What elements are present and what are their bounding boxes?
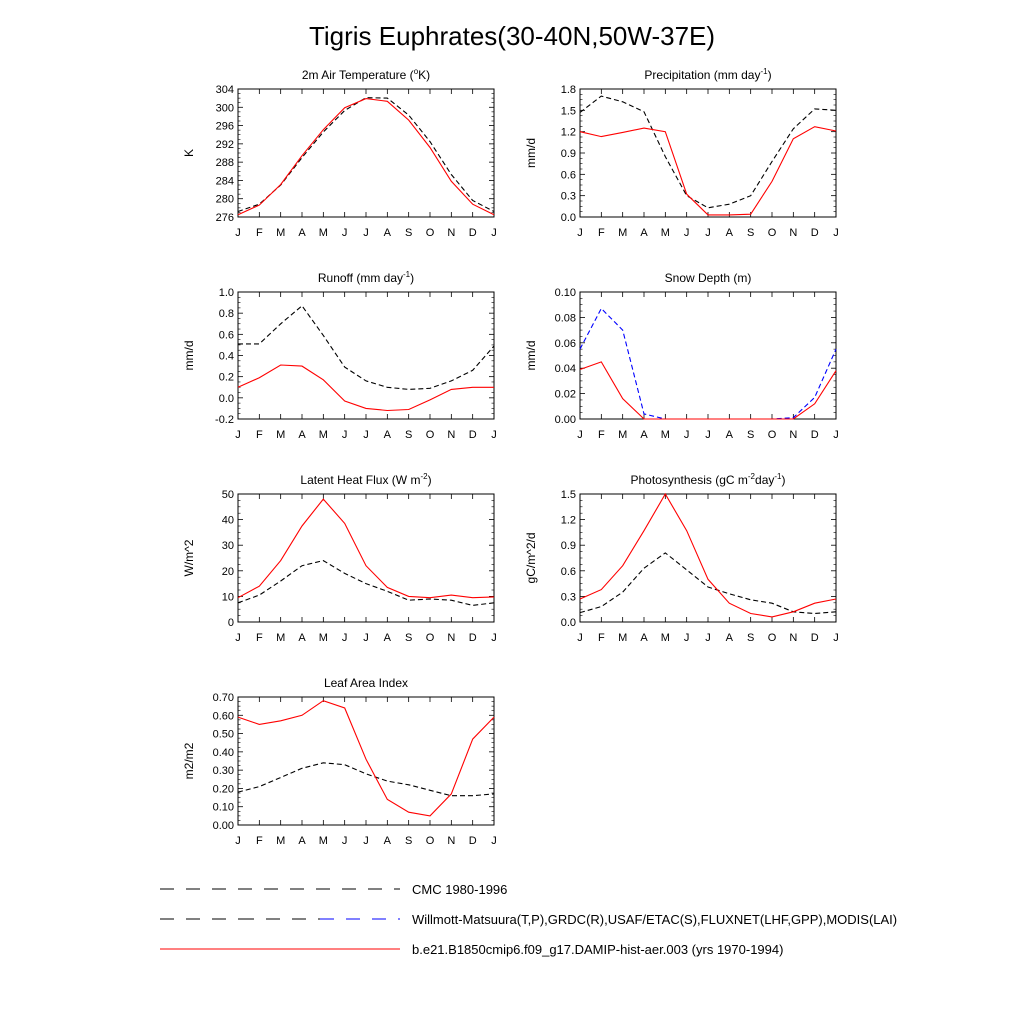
- series-line-obs: [238, 98, 494, 212]
- plot-frame: [238, 89, 494, 217]
- panel-title: [324, 676, 408, 690]
- y-tick-label: 0.3: [560, 591, 576, 604]
- x-tick-label: S: [746, 227, 755, 239]
- x-tick-label: M: [318, 835, 328, 847]
- x-tick-label: M: [660, 429, 670, 441]
- x-tick-label: D: [810, 429, 819, 441]
- x-tick-label: J: [705, 429, 711, 441]
- y-tick-label: 276: [215, 212, 234, 224]
- y-tick-label: 0.60: [212, 710, 234, 723]
- panel-title-part: Latent Heat Flux (W m: [300, 473, 421, 487]
- panel-title-part: Leaf Area Index: [323, 676, 409, 690]
- y-tick-label: 0.02: [554, 388, 576, 401]
- x-tick-label: N: [789, 227, 798, 239]
- y-tick-label: 0.40: [212, 746, 234, 759]
- plot-frame: [238, 292, 494, 419]
- x-tick-label: F: [597, 429, 605, 441]
- y-axis-label: gC/m^2/d: [524, 532, 538, 584]
- y-axis-label: mm/d: [182, 340, 196, 371]
- x-tick-label: M: [660, 227, 670, 239]
- x-tick-label: O: [767, 632, 777, 644]
- series-line-obs: [580, 553, 836, 614]
- x-tick-label: J: [577, 632, 583, 644]
- y-tick-label: 1.2: [560, 126, 576, 139]
- x-tick-label: M: [318, 632, 328, 644]
- series-line-obs: [580, 96, 836, 208]
- y-tick-label: 0.08: [554, 312, 576, 325]
- y-tick-label: 0.50: [212, 728, 234, 741]
- y-tick-label: 288: [215, 157, 234, 170]
- x-tick-label: J: [683, 227, 690, 239]
- panel-title-part: -1: [760, 67, 768, 76]
- y-tick-label: 292: [215, 138, 234, 151]
- legend-entry-3: [160, 942, 783, 957]
- x-tick-label: M: [276, 227, 286, 239]
- x-tick-label: O: [767, 227, 777, 239]
- x-tick-label: O: [425, 429, 435, 441]
- panel-title-part: ): [781, 473, 786, 487]
- x-tick-label: A: [383, 227, 392, 239]
- y-tick-label: 280: [215, 193, 234, 206]
- x-tick-label: A: [725, 227, 734, 239]
- legend-label: Willmott-Matsuura(T,P),GRDC(R),USAF/ETAC(S),FLUXNET(LHF,GPP),MODIS(LAI): [412, 912, 898, 927]
- x-tick-label: S: [404, 227, 413, 239]
- x-tick-label: A: [640, 429, 648, 441]
- chart-panel-7: [182, 676, 497, 847]
- panel-title: [665, 271, 752, 285]
- x-tick-label: J: [341, 632, 348, 644]
- figure-title: Tigris Euphrates(30-40N,50W-37E): [308, 21, 716, 51]
- x-tick-label: J: [341, 835, 348, 847]
- panel-title-part: ): [410, 271, 415, 285]
- legend: [160, 882, 897, 957]
- x-tick-label: J: [833, 429, 839, 441]
- y-tick-label: 296: [215, 120, 234, 133]
- x-tick-label: A: [383, 835, 392, 847]
- x-tick-label: F: [255, 835, 263, 847]
- panel-title-part: ): [767, 68, 772, 82]
- y-tick-label: 0.10: [212, 801, 234, 814]
- x-tick-label: M: [276, 429, 286, 441]
- y-tick-label: 284: [215, 175, 234, 188]
- x-tick-label: D: [468, 835, 477, 847]
- y-tick-label: 0.04: [554, 363, 576, 376]
- x-tick-label: A: [383, 429, 392, 441]
- x-tick-label: A: [383, 632, 392, 644]
- x-tick-label: A: [725, 429, 734, 441]
- y-tick-label: 1.5: [560, 105, 576, 118]
- x-tick-label: F: [255, 429, 263, 441]
- y-tick-label: 0.20: [212, 783, 234, 796]
- x-tick-label: A: [298, 227, 306, 239]
- series-line-model: [580, 494, 836, 617]
- y-tick-label: 0.8: [218, 308, 234, 321]
- x-tick-label: M: [276, 835, 286, 847]
- x-tick-label: J: [577, 227, 583, 239]
- y-tick-label: 0: [227, 617, 234, 629]
- y-tick-label: 0.0: [560, 212, 576, 224]
- series-line-obs: [580, 309, 836, 420]
- x-tick-label: S: [404, 835, 413, 847]
- panel-title: [302, 67, 430, 82]
- y-axis-label: m2/m2: [182, 742, 196, 780]
- series-line-obs: [238, 306, 494, 390]
- x-tick-label: F: [597, 227, 605, 239]
- x-tick-label: M: [618, 227, 628, 239]
- y-tick-label: 0.0: [560, 617, 576, 629]
- y-tick-label: 1.2: [560, 514, 576, 527]
- x-tick-label: O: [767, 429, 777, 441]
- y-tick-label: 1.5: [560, 489, 576, 501]
- y-tick-label: 0.6: [560, 169, 576, 182]
- x-tick-label: N: [447, 632, 456, 644]
- series-line-model: [238, 365, 494, 411]
- x-tick-label: J: [491, 227, 497, 239]
- chart-panel-4: [524, 271, 839, 441]
- x-tick-label: J: [491, 429, 497, 441]
- x-tick-label: O: [425, 835, 435, 847]
- x-tick-label: O: [425, 227, 435, 239]
- panel-title: [318, 270, 414, 285]
- x-tick-label: O: [425, 632, 435, 644]
- x-tick-label: A: [640, 632, 648, 644]
- panel-title: [631, 472, 786, 487]
- x-tick-label: D: [468, 227, 477, 239]
- x-tick-label: J: [705, 632, 711, 644]
- y-axis-label: mm/d: [524, 340, 538, 371]
- x-tick-label: M: [276, 632, 286, 644]
- y-tick-label: 0.70: [212, 692, 234, 704]
- y-tick-label: 0.4: [218, 350, 234, 363]
- y-tick-label: 0.6: [560, 565, 576, 578]
- y-tick-label: 50: [221, 489, 234, 501]
- x-tick-label: D: [810, 632, 819, 644]
- x-tick-label: S: [404, 429, 413, 441]
- panel-title-part: Snow Depth (m): [664, 271, 752, 285]
- series-line-model: [580, 362, 836, 419]
- chart-panel-1: [182, 67, 497, 239]
- plot-frame: [580, 292, 836, 419]
- series-line-model: [580, 127, 836, 215]
- x-tick-label: J: [683, 429, 690, 441]
- panel-title-part: Runoff (mm day: [317, 271, 404, 285]
- panel-title: [644, 67, 771, 82]
- y-tick-label: 0.9: [560, 148, 576, 160]
- x-tick-label: A: [640, 227, 648, 239]
- x-tick-label: D: [810, 227, 819, 239]
- x-tick-label: F: [597, 632, 605, 644]
- y-tick-label: 304: [215, 84, 234, 96]
- legend-entry-2: [160, 912, 897, 927]
- legend-entry-1: [160, 882, 507, 897]
- x-tick-label: J: [363, 429, 369, 441]
- panel-title: [300, 472, 431, 487]
- x-tick-label: J: [235, 632, 241, 644]
- panel-title-part: -1: [403, 270, 411, 279]
- y-tick-label: 300: [215, 102, 234, 115]
- y-tick-label: 0.06: [554, 337, 576, 350]
- x-tick-label: M: [618, 632, 628, 644]
- x-tick-label: J: [833, 227, 839, 239]
- chart-panel-6: [524, 472, 839, 644]
- panel-title-part: -2: [420, 472, 428, 481]
- y-tick-label: 0.9: [560, 540, 576, 553]
- x-tick-label: J: [363, 835, 369, 847]
- chart-panel-5: [182, 472, 497, 644]
- y-tick-label: 0.00: [212, 820, 234, 832]
- y-tick-label: 1.8: [560, 84, 576, 96]
- panel-title-part: K): [418, 68, 431, 82]
- x-tick-label: S: [404, 632, 413, 644]
- x-tick-label: J: [363, 632, 369, 644]
- panel-title-part: -1: [774, 472, 782, 481]
- plot-frame: [580, 494, 836, 622]
- y-tick-label: 40: [221, 514, 234, 527]
- x-tick-label: M: [318, 429, 328, 441]
- y-tick-label: 0.2: [218, 371, 234, 384]
- y-axis-label: mm/d: [524, 138, 538, 168]
- panel-title-part: 2m Air Temperature (: [301, 68, 414, 82]
- y-tick-label: 0.3: [560, 190, 576, 203]
- y-tick-label: -0.2: [215, 414, 234, 426]
- x-tick-label: A: [298, 835, 306, 847]
- x-tick-label: S: [746, 632, 755, 644]
- chart-panel-3: [182, 270, 497, 441]
- x-tick-label: A: [298, 429, 306, 441]
- x-tick-label: J: [705, 227, 711, 239]
- x-tick-label: M: [660, 632, 670, 644]
- x-tick-label: J: [341, 227, 348, 239]
- x-tick-label: J: [491, 835, 497, 847]
- x-tick-label: F: [255, 227, 263, 239]
- y-tick-label: 0.6: [218, 329, 234, 342]
- series-line-model: [238, 499, 494, 598]
- y-tick-label: 0.0: [218, 392, 234, 405]
- chart-panel-2: [524, 67, 839, 239]
- panel-title-part: o: [413, 67, 419, 76]
- plot-frame: [238, 494, 494, 622]
- x-tick-label: J: [683, 632, 690, 644]
- chart-panels: [182, 67, 839, 847]
- y-tick-label: 10: [221, 591, 234, 604]
- x-tick-label: J: [341, 429, 348, 441]
- x-tick-label: J: [363, 227, 369, 239]
- series-line-model: [238, 99, 494, 215]
- y-axis-label: K: [182, 148, 196, 158]
- x-tick-label: F: [255, 632, 263, 644]
- x-tick-label: A: [725, 632, 734, 644]
- series-line-obs: [238, 763, 494, 796]
- x-tick-label: N: [447, 227, 456, 239]
- y-tick-label: 30: [221, 540, 234, 553]
- panel-title-part: Photosynthesis (gC m: [630, 473, 748, 487]
- x-tick-label: J: [235, 227, 241, 239]
- series-line-obs: [238, 561, 494, 606]
- x-tick-label: M: [618, 429, 628, 441]
- panel-title-part: ): [427, 473, 432, 487]
- x-tick-label: J: [235, 429, 241, 441]
- panel-title-part: -2: [747, 472, 756, 481]
- x-tick-label: N: [789, 632, 798, 644]
- x-tick-label: J: [491, 632, 497, 644]
- x-tick-label: J: [235, 835, 241, 847]
- y-tick-label: 0.30: [212, 765, 234, 778]
- panel-title-part: Precipitation (mm day: [644, 68, 761, 82]
- x-tick-label: M: [318, 227, 328, 239]
- panel-title-part: day: [755, 473, 775, 487]
- legend-label: CMC 1980-1996: [412, 882, 508, 897]
- x-tick-label: N: [447, 835, 456, 847]
- x-tick-label: A: [298, 632, 306, 644]
- y-tick-label: 0.00: [554, 414, 576, 426]
- y-tick-label: 20: [221, 565, 234, 578]
- y-tick-label: 0.10: [554, 287, 576, 299]
- series-line-model: [238, 701, 494, 816]
- x-tick-label: J: [577, 429, 583, 441]
- x-tick-label: D: [468, 632, 477, 644]
- y-tick-label: 1.0: [218, 287, 234, 299]
- x-tick-label: S: [746, 429, 755, 441]
- y-axis-label: W/m^2: [182, 539, 196, 577]
- plot-frame: [580, 89, 836, 217]
- x-tick-label: N: [447, 429, 456, 441]
- x-tick-label: N: [789, 429, 798, 441]
- x-tick-label: J: [833, 632, 839, 644]
- legend-label: b.e21.B1850cmip6.f09_g17.DAMIP-hist-aer.003 (yrs 1970-1994): [412, 942, 784, 957]
- plot-frame: [238, 697, 494, 825]
- x-tick-label: D: [468, 429, 477, 441]
